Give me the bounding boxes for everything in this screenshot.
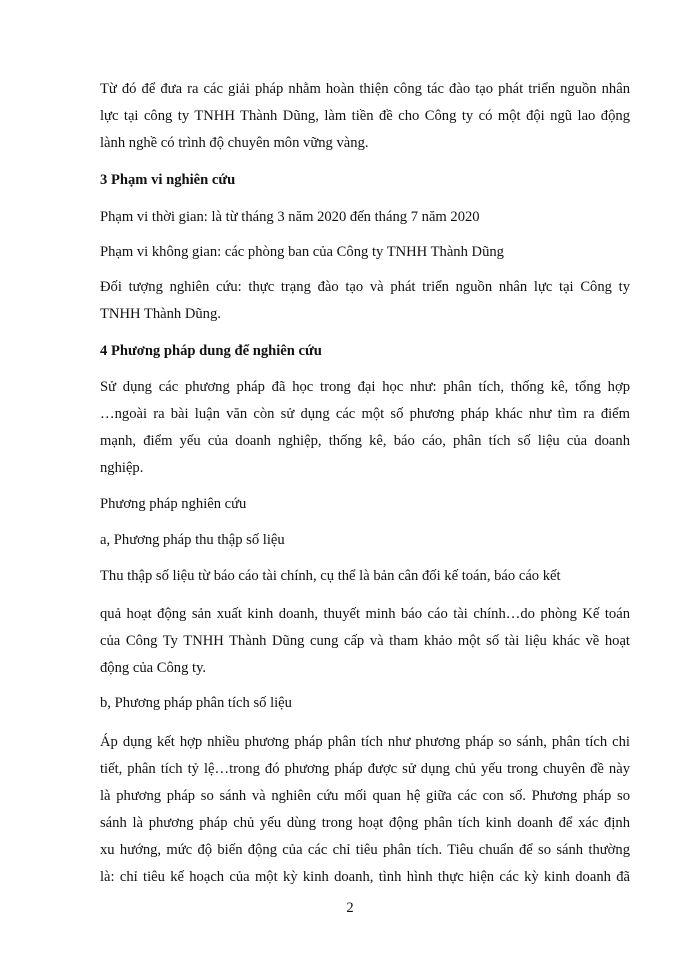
text-line: lực tại công ty TNHH Thành Dũng, làm tiền đề cho Công ty có một đội ngũ lao động: [100, 108, 630, 124]
text-line: Sử dụng các phương pháp đã học trong đại học như: phân tích, thống kê, tổng hợp: [100, 379, 630, 395]
research-subject-paragraph: [100, 274, 630, 328]
text-line: tiết, phân tích tỷ lệ…trong đó phương pháp được sử dụng chủ yếu trong chuyên đề này: [100, 761, 630, 777]
intro-paragraph: [100, 76, 630, 157]
text-line: …ngoài ra bài luận văn còn sử dụng các một số phương pháp khác như tìm ra điểm: [100, 406, 630, 422]
section-heading-4: 4 Phương pháp dung để nghiên cứu: [100, 343, 322, 359]
text-line: xu hướng, mức độ biến động của các chỉ tiêu phân tích. Tiêu chuẩn để so sánh thường: [100, 842, 630, 858]
page-number: 2: [346, 900, 354, 916]
text-line: TNHH Thành Dũng.: [100, 306, 221, 322]
text-line: Đối tượng nghiên cứu: thực trạng đào tạo và phát triển nguồn nhân lực tại Công ty: [100, 279, 630, 295]
text-line: sánh là phương pháp chủ yếu dùng trong hoạt động phân tích kinh doanh để xác định: [100, 815, 630, 831]
scope-space-paragraph: Phạm vi không gian: các phòng ban của Công ty TNHH Thành Dũng: [100, 244, 504, 260]
method-a-title: a, Phương pháp thu thập số liệu: [100, 532, 285, 548]
scope-time-paragraph: Phạm vi thời gian: là từ tháng 3 năm 2020 đến tháng 7 năm 2020: [100, 209, 480, 225]
text-line: lành nghề có trình độ chuyên môn vững vàng.: [100, 135, 369, 151]
methods-intro-paragraph: [100, 374, 630, 482]
text-line: Áp dụng kết hợp nhiều phương pháp phân tích như phương pháp so sánh, phân tích chi: [100, 734, 630, 750]
text-line: Thu thập số liệu từ báo cáo tài chính, cụ thể là bản cân đối kế toán, báo cáo kết: [100, 568, 561, 584]
section-heading-3: 3 Phạm vi nghiên cứu: [100, 172, 236, 188]
method-b-title: b, Phương pháp phân tích số liệu: [100, 695, 292, 711]
method-a-paragraph: [100, 601, 630, 682]
method-b-paragraph: [100, 729, 630, 891]
text-line: Từ đó để đưa ra các giải pháp nhằm hoàn thiện công tác đào tạo phát triển nguồn nhân: [100, 81, 630, 97]
method-a-first-line: [100, 563, 630, 590]
text-line: là: chỉ tiêu kế hoạch của một kỳ kinh doanh, tình hình thực hiện các kỳ kinh doanh đã: [100, 869, 630, 885]
text-line: nghiệp.: [100, 460, 144, 476]
text-line: quả hoạt động sản xuất kinh doanh, thuyết minh báo cáo tài chính…do phòng Kế toán: [100, 606, 630, 622]
methods-label: Phương pháp nghiên cứu: [100, 496, 247, 512]
text-line: động của Công ty.: [100, 660, 207, 676]
text-line: là phương pháp so sánh và nghiên cứu mối quan hệ giữa các con số. Phương pháp so: [100, 788, 630, 804]
text-line: của Công Ty TNHH Thành Dũng cung cấp và tham khảo một số tài liệu khác về hoạt: [100, 633, 630, 649]
text-line: mạnh, điểm yếu của doanh nghiệp, thống kê, báo cáo, phân tích số liệu của doanh: [100, 433, 630, 449]
